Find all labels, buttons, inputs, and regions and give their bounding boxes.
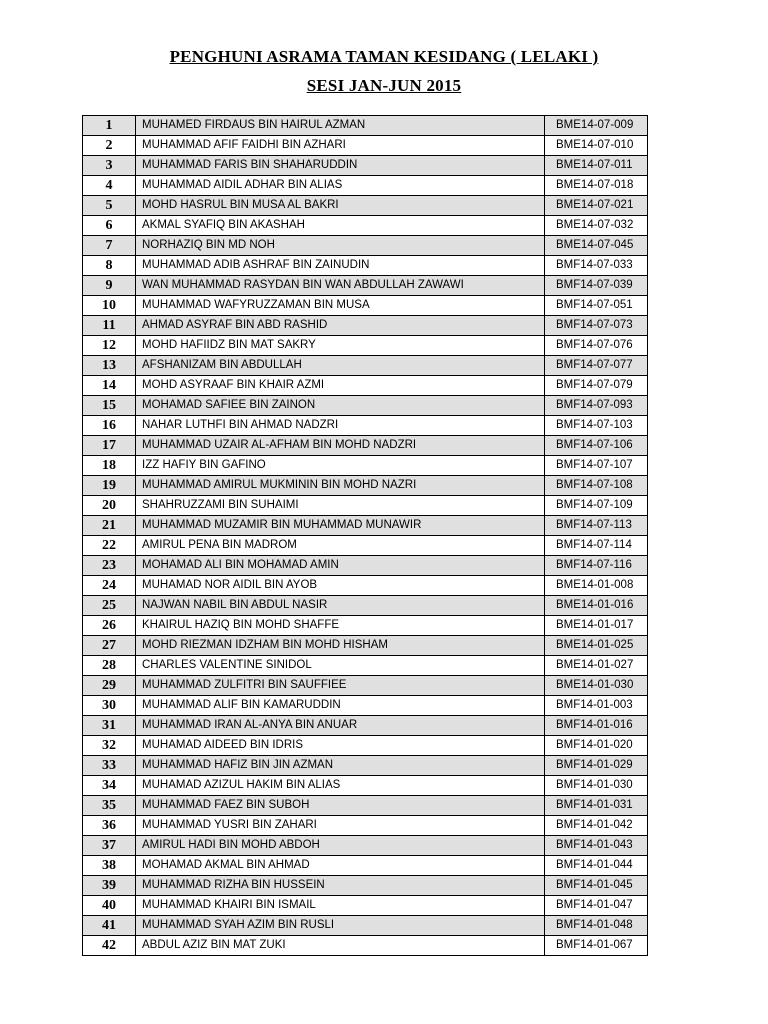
student-id: BMF14-07-114 [545,536,648,556]
student-id: BME14-07-011 [545,156,648,176]
table-row [83,636,648,656]
resident-name: MUHAMMAD HAFIZ BIN JIN AZMAN [136,756,545,776]
table-row [83,476,648,496]
table-row [83,136,648,156]
table-row [83,536,648,556]
table-row [83,316,648,336]
row-number: 1 [83,116,136,136]
resident-table-body [83,116,648,956]
student-id: BMF14-01-044 [545,856,648,876]
row-number: 10 [83,296,136,316]
student-id: BMF14-07-077 [545,356,648,376]
row-number: 30 [83,696,136,716]
row-number: 7 [83,236,136,256]
student-id: BMF14-07-051 [545,296,648,316]
table-row [83,556,648,576]
student-id: BME14-07-009 [545,116,648,136]
row-number: 14 [83,376,136,396]
resident-name: MUHAMMAD WAFYRUZZAMAN BIN MUSA [136,296,545,316]
table-row [83,576,648,596]
table-row [83,296,648,316]
resident-table [82,115,648,956]
student-id: BME14-07-032 [545,216,648,236]
table-row [83,936,648,956]
resident-name: WAN MUHAMMAD RASYDAN BIN WAN ABDULLAH ZAWAWI [136,276,545,296]
row-number: 31 [83,716,136,736]
student-id: BMF14-01-029 [545,756,648,776]
row-number: 36 [83,816,136,836]
row-number: 29 [83,676,136,696]
resident-name: AHMAD ASYRAF BIN ABD RASHID [136,316,545,336]
resident-name: MUHAMMAD SYAH AZIM BIN RUSLI [136,916,545,936]
table-row [83,156,648,176]
row-number: 27 [83,636,136,656]
table-row [83,596,648,616]
row-number: 35 [83,796,136,816]
row-number: 13 [83,356,136,376]
table-row [83,496,648,516]
resident-name: IZZ HAFIY BIN GAFINO [136,456,545,476]
row-number: 18 [83,456,136,476]
row-number: 17 [83,436,136,456]
document-title: PENGHUNI ASRAMA TAMAN KESIDANG ( LELAKI ) [169,47,599,66]
resident-name: MOHD ASYRAAF BIN KHAIR AZMI [136,376,545,396]
table-row [83,336,648,356]
resident-name: MUHAMAD AIDEED BIN IDRIS [136,736,545,756]
resident-name: AKMAL SYAFIQ BIN AKASHAH [136,216,545,236]
resident-name: MUHAMAD AZIZUL HAKIM BIN ALIAS [136,776,545,796]
resident-name: MOHAMAD SAFIEE BIN ZAINON [136,396,545,416]
table-row [83,836,648,856]
table-row [83,516,648,536]
resident-name: MUHAMMAD AMIRUL MUKMININ BIN MOHD NAZRI [136,476,545,496]
table-row [83,696,648,716]
resident-name: MUHAMMAD IRAN AL-ANYA BIN ANUAR [136,716,545,736]
row-number: 39 [83,876,136,896]
resident-name: NAHAR LUTHFI BIN AHMAD NADZRI [136,416,545,436]
table-row [83,216,648,236]
table-row [83,656,648,676]
student-id: BMF14-07-093 [545,396,648,416]
table-row [83,916,648,936]
resident-name: MUHAMMAD FARIS BIN SHAHARUDDIN [136,156,545,176]
table-row [83,376,648,396]
table-row [83,116,648,136]
student-id: BMF14-07-109 [545,496,648,516]
resident-name: MUHAMED FIRDAUS BIN HAIRUL AZMAN [136,116,545,136]
resident-name: MOHD HASRUL BIN MUSA AL BAKRI [136,196,545,216]
table-row [83,416,648,436]
row-number: 11 [83,316,136,336]
resident-name: MOHD HAFIIDZ BIN MAT SAKRY [136,336,545,356]
student-id: BMF14-07-106 [545,436,648,456]
student-id: BME14-01-017 [545,616,648,636]
resident-name: MUHAMMAD RIZHA BIN HUSSEIN [136,876,545,896]
table-row [83,396,648,416]
row-number: 8 [83,256,136,276]
table-row [83,896,648,916]
table-row [83,456,648,476]
row-number: 40 [83,896,136,916]
student-id: BMF14-07-107 [545,456,648,476]
resident-name: MUHAMAD NOR AIDIL BIN AYOB [136,576,545,596]
resident-name: MOHD RIEZMAN IDZHAM BIN MOHD HISHAM [136,636,545,656]
table-row [83,436,648,456]
student-id: BMF14-01-043 [545,836,648,856]
student-id: BME14-07-045 [545,236,648,256]
row-number: 4 [83,176,136,196]
resident-name: SHAHRUZZAMI BIN SUHAIMI [136,496,545,516]
resident-name: ABDUL AZIZ BIN MAT ZUKI [136,936,545,956]
resident-name: MUHAMMAD YUSRI BIN ZAHARI [136,816,545,836]
table-row [83,356,648,376]
table-row [83,856,648,876]
table-row [83,256,648,276]
table-row [83,236,648,256]
table-row [83,736,648,756]
table-row [83,676,648,696]
resident-name: MUHAMMAD FAEZ BIN SUBOH [136,796,545,816]
row-number: 15 [83,396,136,416]
resident-name: MUHAMMAD ADIB ASHRAF BIN ZAINUDIN [136,256,545,276]
table-row [83,816,648,836]
student-id: BMF14-01-030 [545,776,648,796]
table-row [83,176,648,196]
student-id: BMF14-07-079 [545,376,648,396]
table-row [83,196,648,216]
student-id: BMF14-01-031 [545,796,648,816]
row-number: 34 [83,776,136,796]
row-number: 41 [83,916,136,936]
student-id: BMF14-01-020 [545,736,648,756]
row-number: 2 [83,136,136,156]
table-row [83,796,648,816]
resident-name: MUHAMMAD AIDIL ADHAR BIN ALIAS [136,176,545,196]
student-id: BMF14-01-067 [545,936,648,956]
row-number: 25 [83,596,136,616]
row-number: 20 [83,496,136,516]
row-number: 6 [83,216,136,236]
row-number: 23 [83,556,136,576]
student-id: BME14-01-027 [545,656,648,676]
student-id: BMF14-07-113 [545,516,648,536]
row-number: 16 [83,416,136,436]
table-row [83,756,648,776]
student-id: BME14-07-018 [545,176,648,196]
resident-name: AFSHANIZAM BIN ABDULLAH [136,356,545,376]
resident-name: MUHAMMAD ALIF BIN KAMARUDDIN [136,696,545,716]
resident-name: NORHAZIQ BIN MD NOH [136,236,545,256]
student-id: BMF14-01-045 [545,876,648,896]
table-row [83,616,648,636]
student-id: BMF14-01-016 [545,716,648,736]
resident-name: MOHAMAD AKMAL BIN AHMAD [136,856,545,876]
table-row [83,776,648,796]
student-id: BMF14-07-033 [545,256,648,276]
table-row [83,876,648,896]
student-id: BME14-01-025 [545,636,648,656]
table-row [83,716,648,736]
resident-name: KHAIRUL HAZIQ BIN MOHD SHAFFE [136,616,545,636]
row-number: 5 [83,196,136,216]
resident-name: CHARLES VALENTINE SINIDOL [136,656,545,676]
student-id: BMF14-01-042 [545,816,648,836]
resident-name: MUHAMMAD AFIF FAIDHI BIN AZHARI [136,136,545,156]
row-number: 33 [83,756,136,776]
student-id: BMF14-07-039 [545,276,648,296]
student-id: BME14-01-016 [545,596,648,616]
resident-name: MUHAMMAD KHAIRI BIN ISMAIL [136,896,545,916]
student-id: BMF14-07-108 [545,476,648,496]
student-id: BMF14-07-076 [545,336,648,356]
row-number: 24 [83,576,136,596]
student-id: BME14-01-008 [545,576,648,596]
row-number: 21 [83,516,136,536]
row-number: 12 [83,336,136,356]
student-id: BMF14-01-003 [545,696,648,716]
resident-name: NAJWAN NABIL BIN ABDUL NASIR [136,596,545,616]
row-number: 37 [83,836,136,856]
resident-name: AMIRUL HADI BIN MOHD ABDOH [136,836,545,856]
row-number: 19 [83,476,136,496]
resident-name: AMIRUL PENA BIN MADROM [136,536,545,556]
row-number: 32 [83,736,136,756]
row-number: 28 [83,656,136,676]
table-row [83,276,648,296]
resident-name: MUHAMMAD UZAIR AL-AFHAM BIN MOHD NADZRI [136,436,545,456]
row-number: 42 [83,936,136,956]
row-number: 9 [83,276,136,296]
resident-name: MUHAMMAD MUZAMIR BIN MUHAMMAD MUNAWIR [136,516,545,536]
row-number: 3 [83,156,136,176]
row-number: 26 [83,616,136,636]
student-id: BMF14-07-116 [545,556,648,576]
resident-name: MUHAMMAD ZULFITRI BIN SAUFFIEE [136,676,545,696]
student-id: BMF14-01-047 [545,896,648,916]
document-subtitle: SESI JAN-JUN 2015 [306,76,462,95]
student-id: BME14-07-010 [545,136,648,156]
row-number: 22 [83,536,136,556]
student-id: BMF14-01-048 [545,916,648,936]
student-id: BME14-07-021 [545,196,648,216]
student-id: BMF14-07-073 [545,316,648,336]
resident-name: MOHAMAD ALI BIN MOHAMAD AMIN [136,556,545,576]
student-id: BMF14-07-103 [545,416,648,436]
row-number: 38 [83,856,136,876]
student-id: BME14-01-030 [545,676,648,696]
